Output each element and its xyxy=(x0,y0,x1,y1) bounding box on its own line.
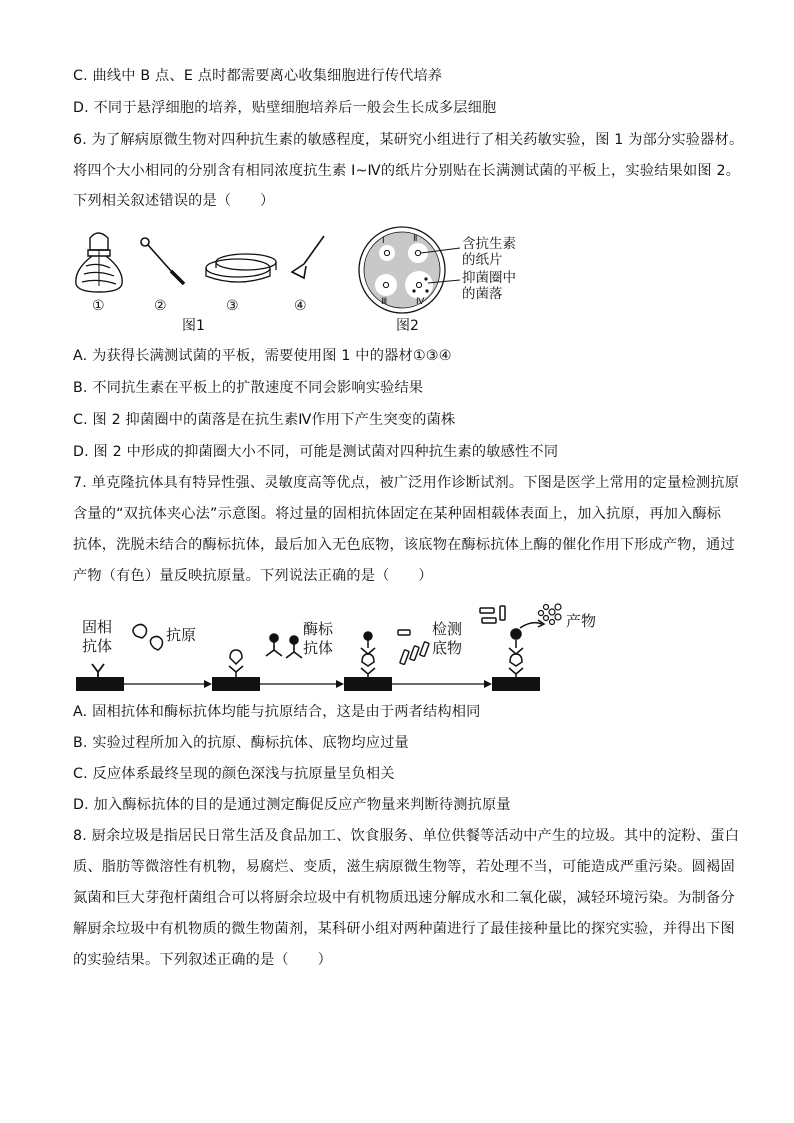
q6-option-d: D. 图 2 中形成的抑菌圈大小不同，可能是测试菌对四种抗生素的敏感性不同 xyxy=(73,444,559,460)
q8-stem-line2: 质、脂肪等微溶性有机物，易腐烂、变质，滋生病原微生物等，若处理不当，可能造成严重污染。圆褐固 xyxy=(73,859,735,875)
solid-carrier xyxy=(212,677,260,691)
label-solid-antibody-line2: 抗体 xyxy=(82,637,113,655)
inoculating-loop-icon xyxy=(141,238,184,284)
q6-figure2 xyxy=(356,226,536,338)
fig1-label-4: ④ xyxy=(294,298,307,314)
label-enzyme-antibody-line2: 抗体 xyxy=(303,639,334,657)
disc-label-3: Ⅲ xyxy=(381,297,388,307)
q8-stem-line1: 8. 厨余垃圾是指居民日常生活及食品加工、饮食服务、单位供餐等活动中产生的垃圾。其中的淀粉、蛋白 xyxy=(73,828,740,844)
colony-dot xyxy=(425,289,428,292)
q7-option-d: D. 加入酶标抗体的目的是通过测定酶促反应产物量来判断待测抗原量 xyxy=(73,797,511,813)
fig1-label-2: ② xyxy=(154,298,167,314)
colony-dot xyxy=(424,277,427,280)
q7-option-a: A. 固相抗体和酶标抗体均能与抗原结合，这是由于两者结构相同 xyxy=(73,704,481,720)
colony-dot xyxy=(412,289,415,292)
fig1-label-1: ① xyxy=(92,298,105,314)
label-substrate-line2: 底物 xyxy=(432,639,463,657)
fig2-legend-disc-line1: 含抗生素 xyxy=(462,236,516,252)
q7-stem-line3: 抗体，洗脱未结合的酶标抗体，最后加入无色底物，该底物在酶标抗体上酶的催化作用下形成产物，通过 xyxy=(73,537,735,553)
petri-dish-icon xyxy=(206,254,276,282)
fig2-legend-colony-line2: 的菌落 xyxy=(462,286,503,302)
cell-spreader-icon xyxy=(292,236,324,278)
label-antigen: 抗原 xyxy=(166,626,197,644)
solid-antibody-icon xyxy=(92,664,104,678)
q7-stem-line2: 含量的“双抗体夹心法”示意图。将过量的固相抗体固定在某种固相载体表面上，加入抗原，再加入酶标 xyxy=(73,506,722,522)
label-substrate-line1: 检测 xyxy=(432,620,463,638)
antigen-icon xyxy=(133,624,163,650)
fig1-label-3: ③ xyxy=(226,298,239,314)
q5-option-c: C. 曲线中 B 点、E 点时都需要离心收集细胞进行传代培养 xyxy=(73,68,443,84)
substrate-icon xyxy=(398,630,429,665)
q8-stem-line4: 解厨余垃圾中有机物质的微生物菌剂，某科研小组对两种菌进行了最佳接种量比的探究实验，并得出下图 xyxy=(73,921,735,937)
q6-stem-line1: 6. 为了解病原微生物对四种抗生素的敏感程度，某研究小组进行了相关药敏实验，图 1 为部分实验器材。 xyxy=(73,132,744,148)
q5-option-d: D. 不同于悬浮细胞的培养，贴壁细胞培养后一般会生长成多层细胞 xyxy=(73,100,497,116)
q6-figure1 xyxy=(68,226,340,338)
disc-label-4: Ⅳ xyxy=(416,297,425,307)
solid-carrier xyxy=(492,677,540,691)
fig2-legend-disc-line2: 的纸片 xyxy=(462,252,503,268)
q7-stem-line1: 7. 单克隆抗体具有特异性强、灵敏度高等优点，被广泛用作诊断试剂。下图是医学上常用的定量检测抗原 xyxy=(73,475,740,491)
fig2-caption: 图2 xyxy=(396,318,419,334)
sandwich-complex-icon xyxy=(361,632,375,678)
q7-option-b: B. 实验过程所加入的抗原、酶标抗体、底物均应过量 xyxy=(73,735,409,751)
disc-label-2: Ⅱ xyxy=(413,234,418,244)
label-solid-antibody-line1: 固相 xyxy=(82,618,113,636)
q6-option-c: C. 图 2 抑菌圈中的菌落是在抗生素Ⅳ作用下产生突变的菌株 xyxy=(73,412,456,428)
disc-label-1: Ⅰ xyxy=(382,236,385,246)
fig2-legend-colony-line1: 抑菌圈中 xyxy=(462,270,516,286)
reaction-complex-icon xyxy=(480,606,544,678)
label-enzyme-antibody-line1: 酶标 xyxy=(303,620,334,638)
q6-option-b: B. 不同抗生素在平板上的扩散速度不同会影响实验结果 xyxy=(73,380,424,396)
q7-option-c: C. 反应体系最终呈现的颜色深浅与抗原量呈负相关 xyxy=(73,766,395,782)
solid-carrier xyxy=(344,677,392,691)
product-icon xyxy=(539,604,562,625)
fig1-caption: 图1 xyxy=(182,318,205,334)
q7-sandwich-diagram xyxy=(72,600,612,696)
q8-stem-line5: 的实验结果。下列叙述正确的是（ ） xyxy=(73,952,332,968)
q6-option-a: A. 为获得长满测试菌的平板，需要使用图 1 中的器材①③④ xyxy=(73,348,452,364)
label-product: 产物 xyxy=(566,612,597,630)
q6-stem-line2: 将四个大小相同的分别含有相同浓度抗生素 Ⅰ~Ⅳ的纸片分别贴在长满测试菌的平板上，实验结果如图 2。 xyxy=(73,163,741,179)
solid-carrier xyxy=(76,677,124,691)
q6-stem-line3: 下列相关叙述错误的是（ ） xyxy=(73,193,275,209)
q8-stem-line3: 氮菌和巨大芽孢杆菌组合可以将厨余垃圾中有机物质迅速分解成水和二氧化碳，减轻环境污染。为制备分 xyxy=(73,890,735,906)
enzyme-antibody-icon xyxy=(266,634,302,658)
q7-stem-line4: 产物（有色）量反映抗原量。下列说法正确的是（ ） xyxy=(73,568,433,584)
alcohol-lamp-icon xyxy=(76,233,122,292)
antibody-antigen-complex-icon xyxy=(229,650,243,678)
